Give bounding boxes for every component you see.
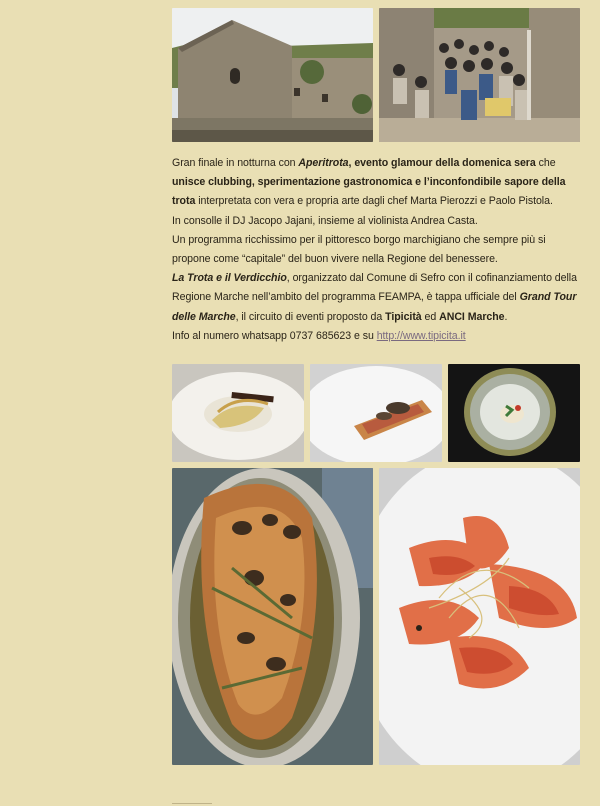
event-title: La Trota e il Verdicchio xyxy=(172,272,287,285)
tipicita-link[interactable]: http://www.tipicita.it xyxy=(376,329,466,342)
paragraph-programma: Un programma ricchissimo per il pittoresco borgo marchigiano che sempre più si propone come “capitale” del buon vivere nella Regione del benessere. xyxy=(172,233,546,266)
dish-photo-1 xyxy=(172,364,304,462)
paragraph-info: Info al numero whatsapp 0737 685623 e su http://www.tipicita.it xyxy=(172,329,466,342)
trout-fillet-photo xyxy=(172,468,373,765)
paragraph-organizzazione: La Trota e il Verdicchio, organizzato dal Comune di Sefro con il cofinanziamento della Regione Marche nell’ambito del programma FEAMPA, è tappa ufficiale del Grand Tour delle Marche, il circuito di eventi proposto da Tipicità ed ANCI Marche. xyxy=(172,272,577,323)
footer-divider xyxy=(172,803,212,804)
smoked-trout-photo xyxy=(379,468,580,765)
tipicita-name: Tipicità xyxy=(385,310,422,323)
crowd-alley-photo xyxy=(379,8,580,142)
stone-building-photo xyxy=(172,8,373,142)
article-body xyxy=(172,154,582,346)
aperitrota-name: Aperitrota xyxy=(298,157,349,169)
grand-tour-name: Grand Tour delle Marche xyxy=(172,291,577,323)
paragraph-consolle: In consolle il DJ Jacopo Jajani, insieme al violinista Andrea Casta. xyxy=(172,214,478,227)
paragraph-aperitrota: Gran finale in notturna con Aperitrota, evento glamour della domenica sera che unisce clubbing, sperimentazione gastronomica e l’inconfondibile sapore della trota interpretata con vera e propria arte dagli chef Marta Pierozzi e Paolo Pistola. xyxy=(172,157,566,208)
dish-photo-3 xyxy=(448,364,580,462)
dish-photo-2 xyxy=(310,364,442,462)
anci-name: ANCI Marche xyxy=(439,310,505,323)
